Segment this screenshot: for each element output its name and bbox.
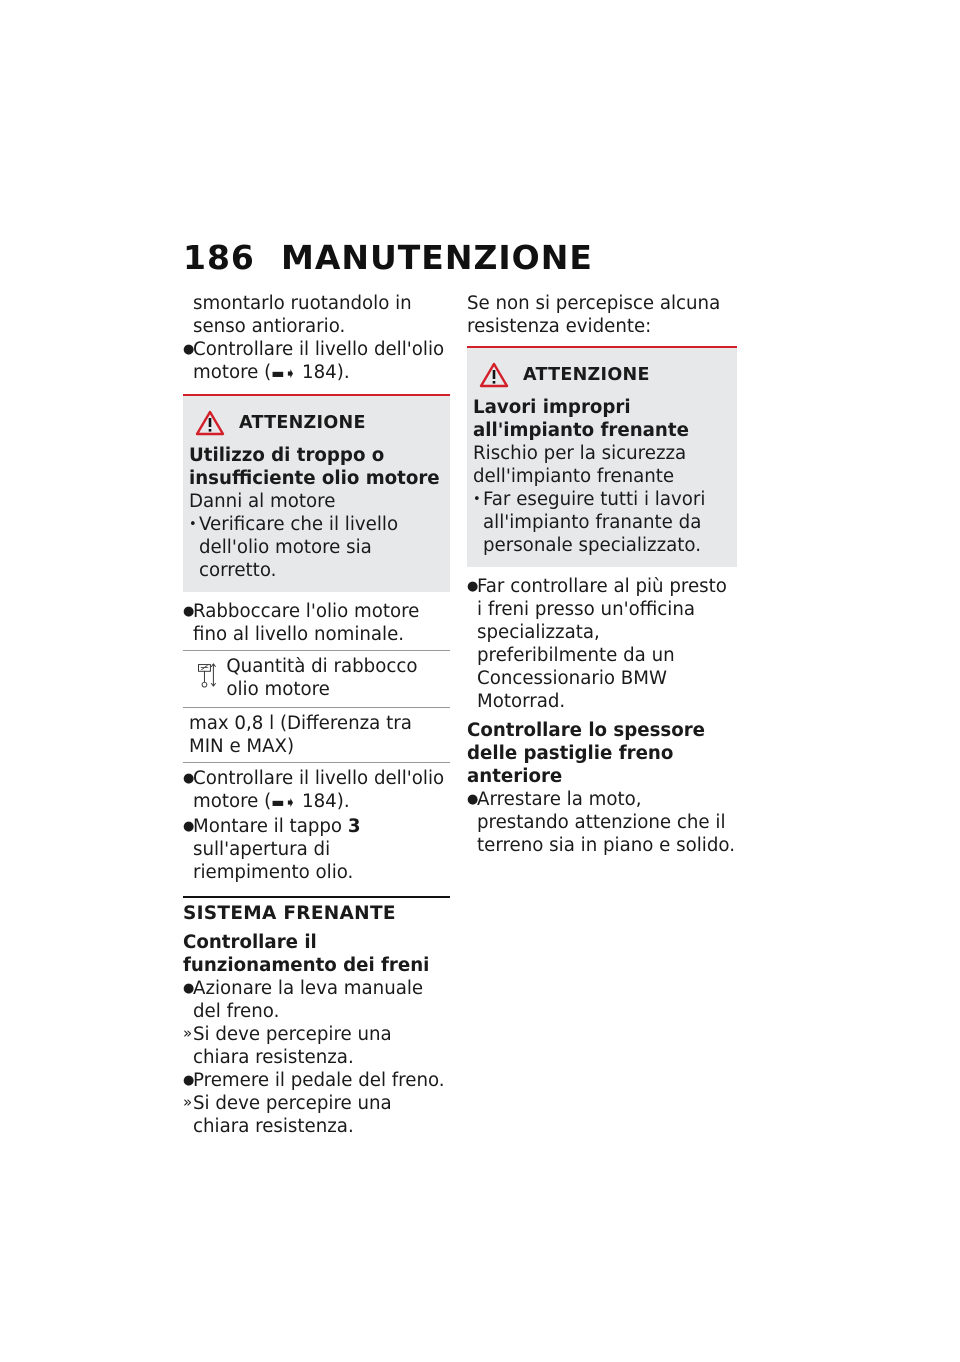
result-arrow-icon: » bbox=[183, 1093, 193, 1111]
oil-level-icon bbox=[197, 655, 216, 695]
left-column bbox=[183, 292, 450, 1138]
subsection-title: Controllare lo spessore delle pastiglie freno anteriore bbox=[467, 720, 706, 787]
spec-table bbox=[183, 650, 450, 763]
step-brake-lever: ● Azionare la leva manuale del freno. bbox=[183, 978, 424, 1022]
warning-action: • Verificare che il livello dell'olio motore sia corretto. bbox=[189, 514, 399, 581]
bullet-icon: ● bbox=[467, 792, 479, 807]
warning-triangle-icon bbox=[479, 362, 509, 388]
warning-heading: Utilizzo di troppo o insufficiente olio motore bbox=[189, 445, 440, 489]
bullet-icon: ● bbox=[183, 342, 195, 357]
page-title: MANUTENZIONE bbox=[281, 238, 593, 277]
spec-value: max 0,8 l (Differenza tra MIN e MAX) bbox=[189, 713, 412, 757]
subsection-title: Controllare il funzionamento dei freni bbox=[183, 932, 430, 976]
page-ref[interactable]: 184 bbox=[302, 791, 337, 812]
step-park-bike: ● Arrestare la moto, prestando attenzione che il terreno sia in piano e solido. bbox=[467, 789, 735, 856]
page-ref[interactable]: 184 bbox=[302, 362, 337, 383]
step-brake-pedal: ● Premere il pedale del freno. bbox=[183, 1070, 445, 1091]
warning-box bbox=[467, 346, 737, 567]
page-header bbox=[183, 238, 593, 277]
warning-box bbox=[183, 394, 450, 592]
result-brake-lever: » Si deve percepire una chiara resistenza. bbox=[183, 1024, 392, 1068]
bullet-icon: ● bbox=[183, 819, 195, 834]
warning-action: • Far eseguire tutti i lavori all'impianto franante da personale specializzato. bbox=[473, 489, 706, 556]
section-title: SISTEMA FRENANTE bbox=[183, 896, 450, 925]
arrow-reference-icon: ▬➧ bbox=[271, 366, 297, 382]
intro-text: Se non si percepisce alcuna resistenza evidente: bbox=[467, 293, 721, 337]
step-check-oil-2: ● Controllare il livello dell'olio motore (▬➧ 184). bbox=[183, 768, 445, 812]
warning-consequence: Danni al motore bbox=[189, 491, 336, 512]
bullet-icon: ● bbox=[183, 771, 195, 786]
warning-consequence: Rischio per la sicurezza dell'impianto frenante bbox=[473, 443, 687, 487]
result-arrow-icon: » bbox=[183, 1024, 193, 1042]
step-mount-cap: ● Montare il tappo 3 sull'apertura di riempimento olio. bbox=[183, 816, 361, 883]
spec-label: Quantità di rabbocco olio motore bbox=[226, 656, 418, 700]
warning-heading: Lavori impropri all'impianto frenante bbox=[473, 397, 689, 441]
step-workshop: ● Far controllare al più presto i freni presso un'officina specializzata, preferibilmente da un Concessionario BMW Motorrad. bbox=[467, 576, 727, 712]
right-column bbox=[467, 292, 737, 857]
warning-title: ATTENZIONE bbox=[523, 364, 650, 385]
bullet-icon: ● bbox=[183, 604, 195, 619]
continued-text: smontarlo ruotandolo in senso antiorario. bbox=[193, 293, 412, 337]
bullet-icon: ● bbox=[183, 1073, 195, 1088]
step-check-oil-1: ● Controllare il livello dell'olio motore (▬➧ 184). bbox=[183, 339, 445, 383]
arrow-reference-icon: ▬➧ bbox=[271, 795, 297, 811]
callout-number: 3 bbox=[347, 816, 361, 837]
page-number: 186 bbox=[183, 238, 255, 277]
result-brake-pedal: » Si deve percepire una chiara resistenza. bbox=[183, 1093, 392, 1137]
bullet-icon: ● bbox=[183, 981, 195, 996]
warning-triangle-icon bbox=[195, 410, 225, 436]
bullet-icon: ● bbox=[467, 579, 479, 594]
step-refill-oil: ● Rabboccare l'olio motore fino al livello nominale. bbox=[183, 601, 420, 645]
warning-title: ATTENZIONE bbox=[239, 412, 366, 433]
